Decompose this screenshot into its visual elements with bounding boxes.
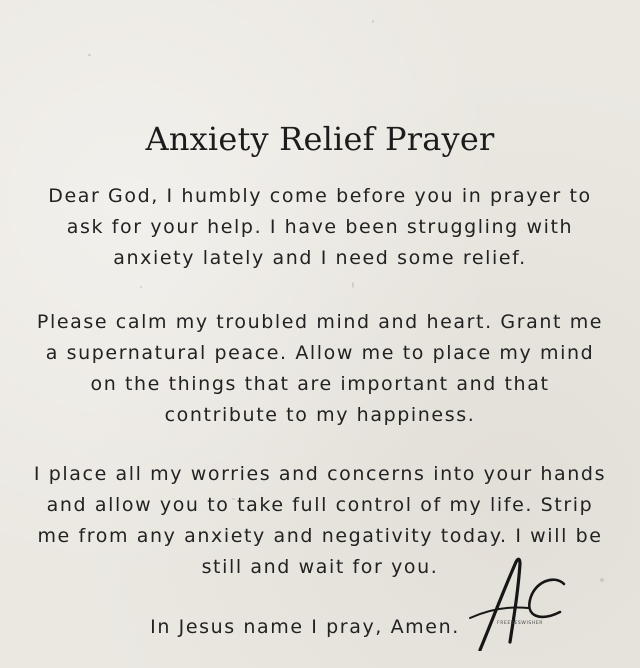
paper-speck — [352, 282, 354, 288]
page-title: Anxiety Relief Prayer — [145, 120, 495, 158]
prayer-line: on the things that are important and that — [90, 373, 550, 395]
paper-speck — [140, 286, 142, 288]
closing-line: In Jesus name I pray, Amen. — [150, 616, 460, 638]
prayer-line: anxiety lately and I need some relief. — [113, 247, 527, 269]
prayer-line: and allow you to take full control of my life. Strip — [46, 494, 594, 516]
prayer-paragraph-1 — [10, 181, 630, 274]
prayer-line: ask for your help. I have been struggling with — [66, 216, 574, 238]
prayer-line: still and wait for you. — [201, 556, 439, 578]
prayer-line: Dear God, I humbly come before you in prayer to — [48, 185, 592, 207]
paper-speck — [88, 54, 91, 56]
prayer-paragraph-2 — [10, 307, 630, 431]
prayer-line: me from any anxiety and negativity today. I will be — [37, 525, 603, 547]
logo-subtext: FREEBESWISHER — [497, 621, 543, 626]
prayer-line: a supernatural peace. Allow me to place my mind — [45, 342, 595, 364]
ac-monogram-logo-icon — [468, 556, 593, 651]
paper-speck — [372, 20, 374, 23]
prayer-line: contribute to my happiness. — [164, 404, 476, 426]
prayer-line: I place all my worries and concerns into your hands — [33, 463, 607, 485]
prayer-line: Please calm my troubled mind and heart. Grant me — [36, 311, 604, 333]
